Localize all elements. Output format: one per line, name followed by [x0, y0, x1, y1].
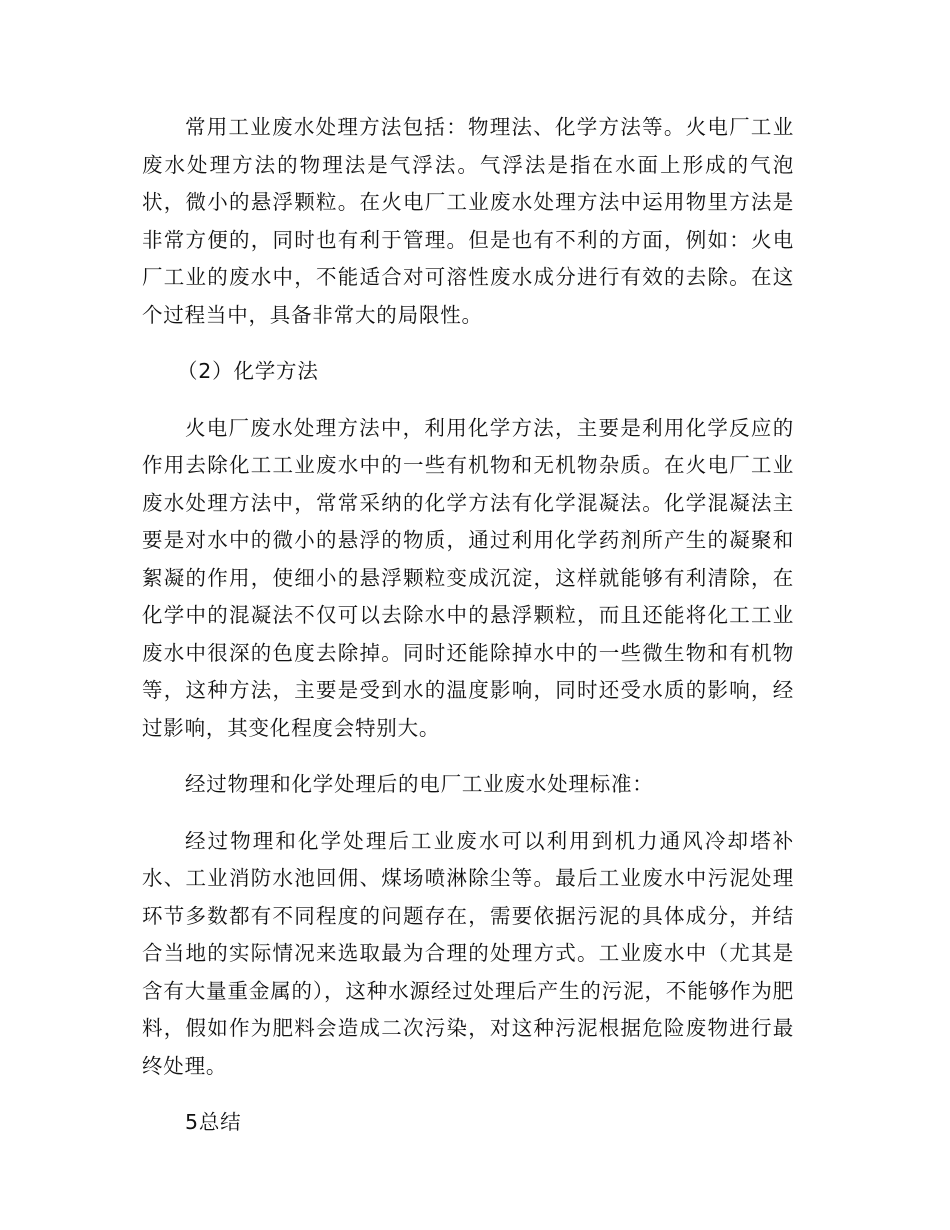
- section-heading-chemical-method: （2）化学方法: [177, 359, 319, 383]
- paragraph-physical-method: 常用工业废水处理方法包括：物理法、化学方法等。火电厂工业废水处理方法的物理法是气浮法。气浮法是指在水面上形成的气泡状，微小的悬浮颗粒。在火电厂工业废水处理方法中运用物里方法是非常方便的，同时也有利于管理。但是也有不利的方面，例如：火电厂工业的废水中，不能适合对可溶性废水成分进行有效的去除。在这个过程当中，具备非常大的局限性。: [142, 115, 794, 327]
- section-heading-summary: 5总结: [185, 1110, 242, 1134]
- paragraph-treatment-standard: 经过物理和化学处理后工业废水可以利用到机力通风冷却塔补水、工业消防水池回佣、煤场喷淋除尘等。最后工业废水中污泥处理环节多数都有不同程度的问题存在，需要依据污泥的具体成分，并结合当地的实际情况来选取最为合理的处理方式。工业废水中（尤其是含有大量重金属的），这种水源经过处理后产生的污泥，不能够作为肥料，假如作为肥料会造成二次污染，对这种污泥根据危险废物进行最终处理。: [142, 828, 794, 1078]
- document-page: [142, 109, 794, 1142]
- paragraph-standard-intro: 经过物理和化学处理后的电厂工业废水处理标准：: [185, 772, 654, 796]
- paragraph-chemical-method: 火电厂废水处理方法中，利用化学方法，主要是利用化学反应的作用去除化工工业废水中的一些有机物和无机物杂质。在火电厂工业废水处理方法中，常常采纳的化学方法有化学混凝法。化学混凝法主要是对水中的微小的悬浮的物质，通过利用化学药剂所产生的凝聚和絮凝的作用，使细小的悬浮颗粒变成沉淀，这样就能够有利清除，在化学中的混凝法不仅可以去除水中的悬浮颗粒，而且还能将化工工业废水中很深的色度去除掉。同时还能除掉水中的一些微生物和有机物等，这种方法，主要是受到水的温度影响，同时还受水质的影响，经过影响，其变化程度会特别大。: [142, 415, 794, 740]
